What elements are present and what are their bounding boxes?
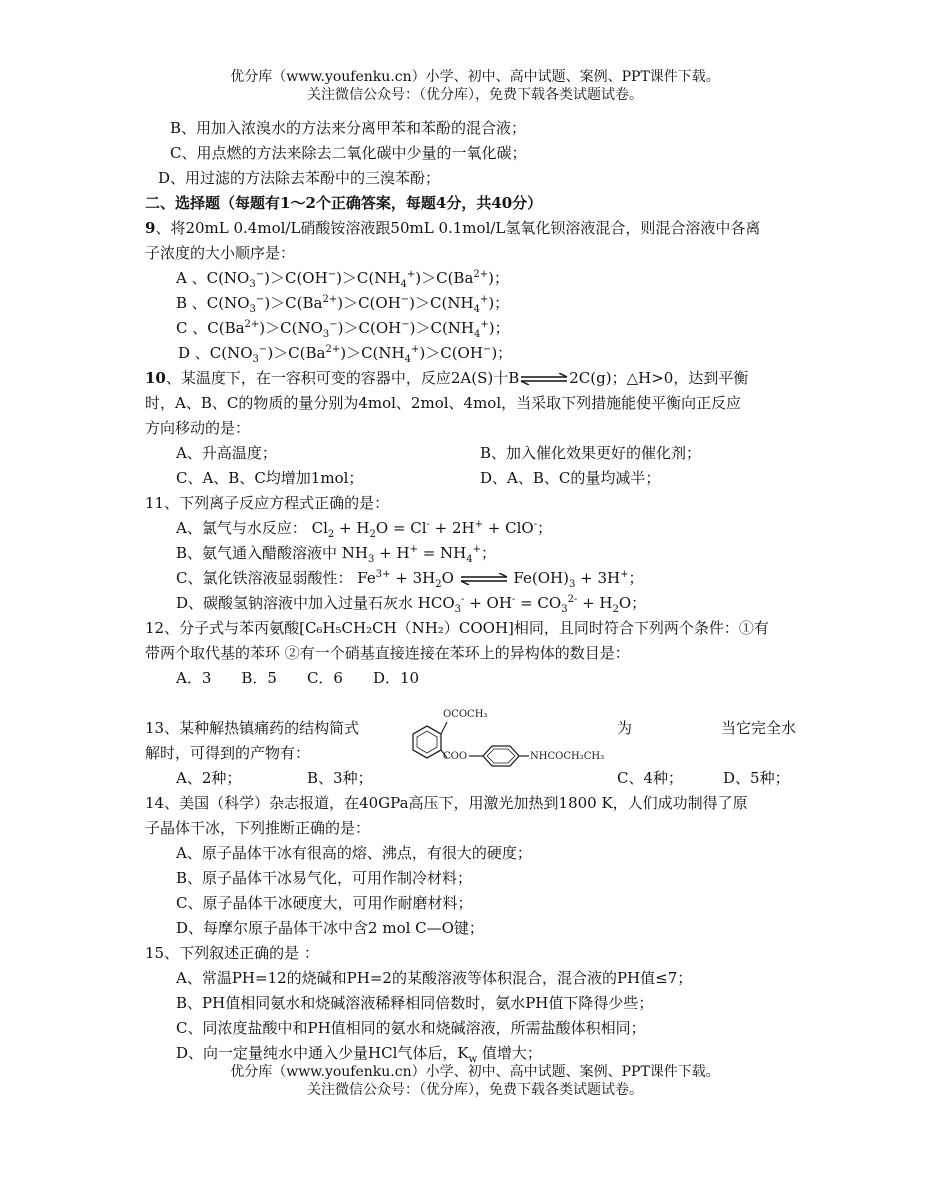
- q9-option-a: A 、$C(NO_3^-)>C(OH^-)>C(NH_4^+)>C(Ba^{2+})$；: [176, 269, 509, 290]
- q10-option-b: B、加入催化效果更好的催化剂；: [480, 444, 702, 462]
- q13-line-2: 解时，可得到的产物有：: [145, 744, 311, 762]
- q10-line-3: 方向移动的是：: [145, 419, 251, 437]
- equilibrium-arrow-icon: [459, 573, 509, 585]
- q9-option-c: C 、$C(Ba^{2+})>C(NO_3^-)>C(OH^-)>C(NH_4^+)$；: [176, 319, 510, 340]
- struct-label-ester: COO: [443, 751, 468, 762]
- q13-option-d: D、5种；: [723, 769, 790, 787]
- q14-line-2: 子晶体干冰，下列推断正确的是：: [145, 819, 371, 837]
- q14-option-a: A、原子晶体干冰有很高的熔、沸点，有很大的硬度；: [176, 844, 532, 862]
- q15-option-b: B、PH值相同氨水和烧碱溶液稀释相同倍数时，氨水PH值下降得少些；: [176, 994, 654, 1012]
- q8-option-b: B、用加入浓溴水的方法来分离甲苯和苯酚的混合液；: [170, 119, 527, 137]
- q10-option-c: C、A、B、C均增加1mol；: [176, 469, 364, 487]
- q13-line-1b: 当它完全水: [721, 719, 797, 737]
- q9-option-d: D 、$C(NO_3^-)>C(Ba^{2+})>C(NH_4^+)>C(OH^-)$；: [178, 344, 513, 365]
- header-line-1: 优分库（www.youfenku.cn）小学、初中、高中试题、案例、PPT课件下载。: [230, 69, 720, 85]
- q11-option-c: C、氯化铁溶液显弱酸性： $Fe^{3+} + 3H_2O$ $Fe(OH)_3 + 3H^+$；: [176, 569, 644, 590]
- q13-option-c: C、4种；: [617, 769, 684, 787]
- q15-option-c: C、同浓度盐酸中和PH值相同的氨水和烧碱溶液，所需盐酸体积相同；: [176, 1019, 646, 1037]
- q10-option-d: D、A、B、C的量均减半；: [480, 469, 661, 487]
- q11-option-d: D、碳酸氢钠溶液中加入过量石灰水 $HCO_3^- + OH^- = CO_3^{2-} + H_2O$；: [176, 594, 647, 615]
- q11-option-a: A、氯气与水反应： $Cl_2 + H_2O = Cl^- + 2H^+ + ClO^-$；: [176, 519, 553, 540]
- q13-option-a: A、2种；: [176, 769, 242, 787]
- q13-structure-image: [403, 702, 613, 770]
- equilibrium-arrow-icon: [519, 373, 569, 385]
- q12-line-2: 带两个取代基的苯环 ②有一个硝基直接连接在苯环上的异构体的数目是：: [145, 644, 630, 662]
- q10-number: 10: [145, 369, 166, 387]
- q15-option-d: D、向一定量纯水中通入少量HCl气体后，$K_w$ 值增大；: [176, 1044, 542, 1065]
- footer-line-2: 关注微信公众号：（优分库），免费下载各类试题试卷。: [307, 1082, 643, 1098]
- q9-number: 9: [145, 219, 156, 237]
- q12-options: A．3 B．5 C．6 D．10: [176, 669, 420, 687]
- q8-option-d: D、用过滤的方法除去苯酚中的三溴苯酚；: [158, 169, 441, 187]
- q14-option-c: C、原子晶体干冰硬度大，可用作耐磨材料；: [176, 894, 473, 912]
- page-header: [0, 68, 950, 104]
- q14-option-b: B、原子晶体干冰易气化，可用作制冷材料；: [176, 869, 473, 887]
- q10-line-1: 10、某温度下，在一容积可变的容器中，反应2A(S)十B 2C(g)；△H>0，达到平衡: [145, 369, 749, 387]
- q13-line-1a: 13、某种解热镇痛药的结构简式: [145, 719, 360, 737]
- q13-wei: 为: [617, 719, 633, 737]
- struct-label-amide: NHCOCH₂CH₃: [530, 751, 605, 762]
- q13-option-b: B、3种；: [307, 769, 373, 787]
- q14-option-d: D、每摩尔原子晶体干冰中含2 mol C—O键；: [176, 919, 484, 937]
- section-2-title: 二、选择题（每题有1～2个正确答案，每题4分，共40分）: [145, 194, 543, 212]
- q11-option-b: B、氨气通入醋酸溶液中 $NH_3 + H^+ = NH_4^+$；: [176, 544, 497, 565]
- q11-stem: 11、下列离子反应方程式正确的是：: [145, 494, 390, 512]
- q10-line-2: 时，A、B、C的物质的量分别为4mol、2mol、4mol，当采取下列措施能使平衡向正反应: [145, 394, 742, 412]
- q8-option-c: C、用点燃的方法来除去二氧化碳中少量的一氧化碳；: [170, 144, 527, 162]
- page-footer: [0, 1063, 950, 1099]
- q12-line-1: 12、分子式与苯丙氨酸[C₆H₅CH₂CH（NH₂）COOH]相同，且同时符合下列两个条件：①有: [145, 619, 769, 637]
- header-line-2: 关注微信公众号：（优分库），免费下载各类试题试卷。: [307, 87, 643, 103]
- footer-line-1: 优分库（www.youfenku.cn）小学、初中、高中试题、案例、PPT课件下载。: [230, 1064, 720, 1080]
- q9-option-b: B 、$C(NO_3^-)>C(Ba^{2+})>C(OH^-)>C(NH_4^+)$；: [176, 294, 510, 315]
- q10-option-a: A、升高温度；: [176, 444, 277, 462]
- q15-option-a: A、常温PH=12的烧碱和PH=2的某酸溶液等体积混合，混合液的PH值≤7；: [176, 969, 693, 987]
- q15-stem: 15、下列叙述正确的是 ：: [145, 944, 319, 962]
- q14-line-1: 14、美国（科学）杂志报道，在40GPa高压下，用激光加热到1800 K，人们成功制得了原: [145, 794, 748, 812]
- struct-label-acetoxy: OCOCH₃: [443, 709, 488, 720]
- q9-line-2: 子浓度的大小顺序是：: [145, 244, 296, 262]
- q9-line-1: 9、将20mL 0.4mol/L硝酸铵溶液跟50mL 0.1mol/L氢氧化钡溶液混合，则混合溶液中各离: [145, 219, 761, 237]
